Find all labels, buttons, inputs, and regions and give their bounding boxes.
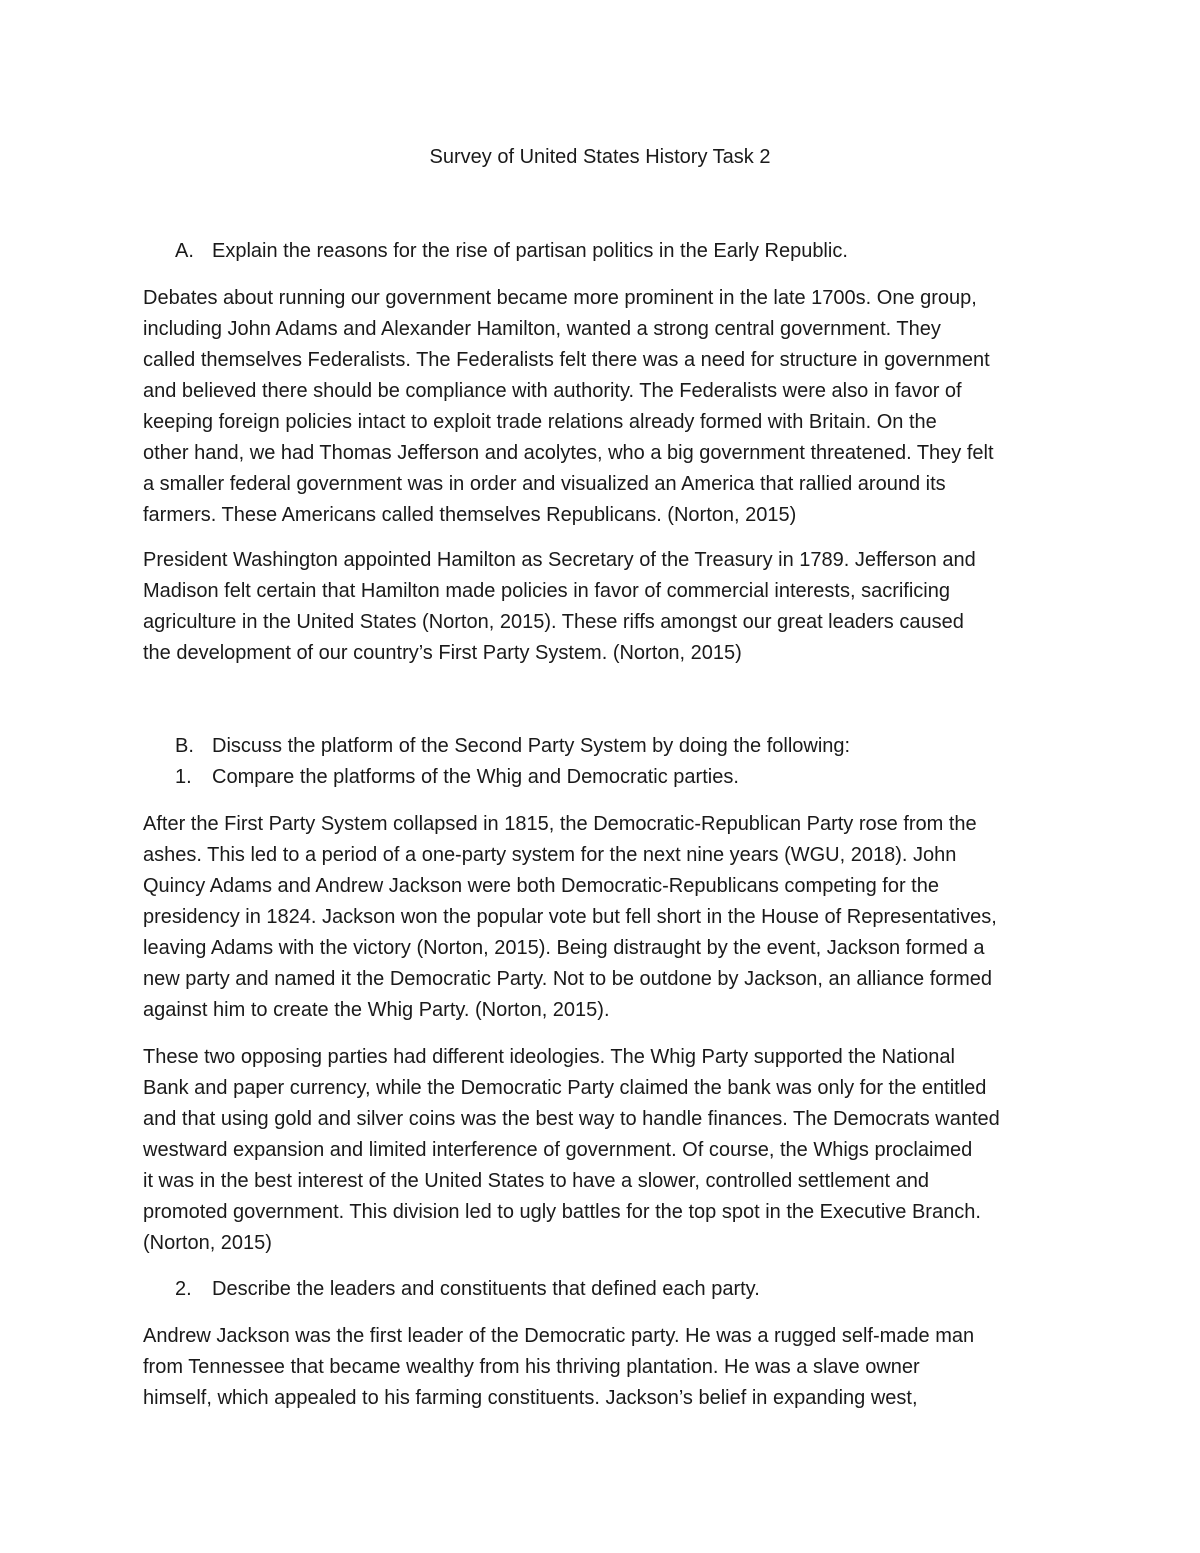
text-line: President Washington appointed Hamilton as Secretary of the Treasury in 1789. Jefferson and [143, 549, 976, 571]
section-a-prompt: Explain the reasons for the rise of partisan politics in the Early Republic. [212, 240, 848, 262]
text-line: westward expansion and limited interference of government. Of course, the Whigs proclaimed [143, 1139, 973, 1161]
text-line: himself, which appealed to his farming constituents. Jackson’s belief in expanding west, [143, 1387, 918, 1409]
text-line: keeping foreign policies intact to exploit trade relations already formed with Britain. On the [143, 411, 937, 433]
section-b-marker: B. [175, 735, 194, 757]
text-line: including John Adams and Alexander Hamilton, wanted a strong central government. They [143, 318, 941, 340]
section-a-paragraph-2 [143, 545, 1073, 669]
section-b-paragraph-1 [143, 809, 1073, 1026]
subsection-2-marker: 2. [175, 1278, 192, 1300]
section-b-prompt: Discuss the platform of the Second Party System by doing the following: [212, 735, 851, 757]
subsection-2-prompt: Describe the leaders and constituents that defined each party. [212, 1278, 760, 1300]
text-line: ashes. This led to a period of a one-party system for the next nine years (WGU, 2018). John [143, 844, 957, 866]
text-line: new party and named it the Democratic Party. Not to be outdone by Jackson, an alliance formed [143, 968, 992, 990]
section-a-paragraph-1 [143, 283, 1073, 531]
text-line: and that using gold and silver coins was the best way to handle finances. The Democrats wanted [143, 1108, 1000, 1130]
text-line: presidency in 1824. Jackson won the popular vote but fell short in the House of Representatives, [143, 906, 997, 928]
text-line: farmers. These Americans called themselves Republicans. (Norton, 2015) [143, 504, 797, 526]
text-line: Andrew Jackson was the first leader of the Democratic party. He was a rugged self-made man [143, 1325, 975, 1347]
text-line: the development of our country’s First Party System. (Norton, 2015) [143, 642, 742, 664]
subsection-1-prompt: Compare the platforms of the Whig and Democratic parties. [212, 766, 739, 788]
text-line: called themselves Federalists. The Federalists felt there was a need for structure in government [143, 349, 990, 371]
text-line: it was in the best interest of the United States to have a slower, controlled settlement and [143, 1170, 929, 1192]
section-b-paragraph-3 [143, 1321, 1073, 1414]
section-b-paragraph-2 [143, 1042, 1073, 1259]
text-line: against him to create the Whig Party. (Norton, 2015). [143, 999, 610, 1021]
text-line: and believed there should be compliance with authority. The Federalists were also in favor of [143, 380, 962, 402]
text-line: Quincy Adams and Andrew Jackson were both Democratic-Republicans competing for the [143, 875, 939, 897]
text-line: promoted government. This division led to ugly battles for the top spot in the Executive Branch. [143, 1201, 981, 1223]
text-line: leaving Adams with the victory (Norton, 2015). Being distraught by the event, Jackson formed a [143, 937, 985, 959]
document-title: Survey of United States History Task 2 [429, 146, 771, 168]
text-line: agriculture in the United States (Norton, 2015). These riffs amongst our great leaders caused [143, 611, 964, 633]
text-line: a smaller federal government was in order and visualized an America that rallied around its [143, 473, 946, 495]
text-line: After the First Party System collapsed in 1815, the Democratic-Republican Party rose from the [143, 813, 977, 835]
subsection-1-marker: 1. [175, 766, 192, 788]
text-line: from Tennessee that became wealthy from his thriving plantation. He was a slave owner [143, 1356, 920, 1378]
text-line: These two opposing parties had different ideologies. The Whig Party supported the National [143, 1046, 955, 1068]
section-a-marker: A. [175, 240, 194, 262]
text-line: Debates about running our government became more prominent in the late 1700s. One group, [143, 287, 977, 309]
text-line: Madison felt certain that Hamilton made policies in favor of commercial interests, sacrificing [143, 580, 950, 602]
text-line: Bank and paper currency, while the Democratic Party claimed the bank was only for the entitled [143, 1077, 987, 1099]
text-line: (Norton, 2015) [143, 1232, 272, 1254]
text-line: other hand, we had Thomas Jefferson and acolytes, who a big government threatened. They felt [143, 442, 994, 464]
